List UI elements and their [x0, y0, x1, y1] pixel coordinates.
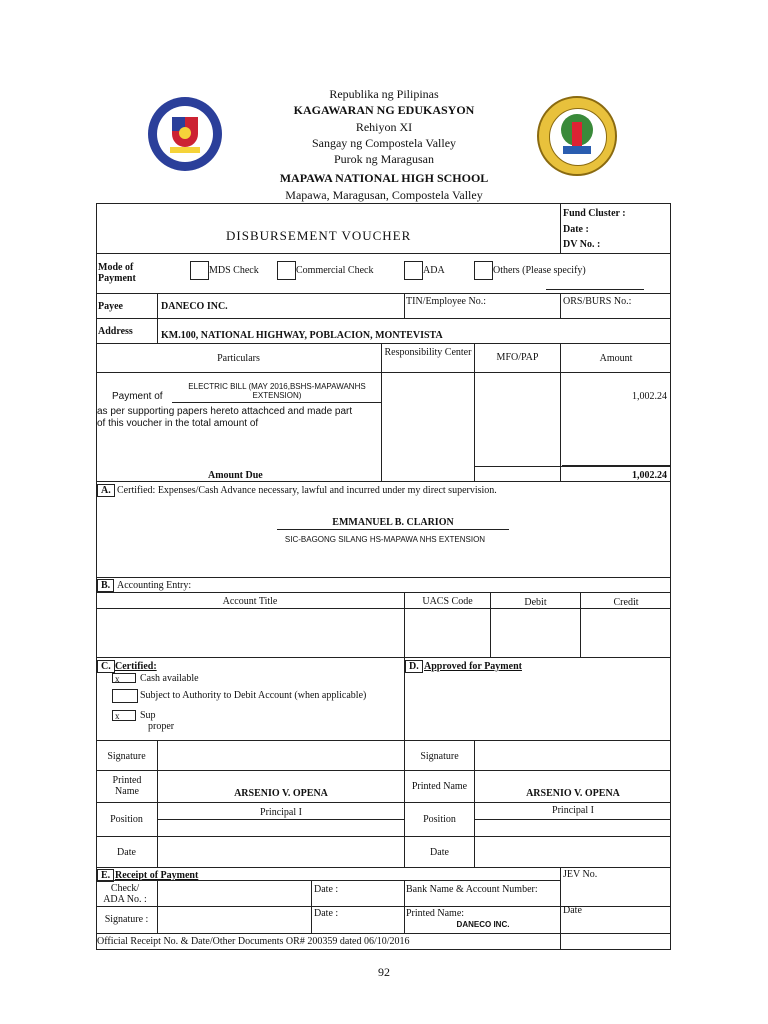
payment-of-label: Payment of: [112, 391, 163, 402]
credit-header: Credit: [613, 597, 639, 608]
department-line: KAGAWARAN NG EDUKASYON: [293, 103, 475, 117]
amount-value: 1,002.24: [632, 391, 667, 402]
section-a-letter: A.: [97, 484, 115, 497]
particulars-header: Particulars: [217, 353, 260, 364]
section-c-letter: C.: [97, 660, 115, 673]
voucher-title: DISBURSEMENT VOUCHER: [226, 228, 412, 243]
d-date-label: Date: [430, 847, 449, 858]
region-line: Rehiyon XI: [355, 120, 413, 134]
particulars-text-line1: as per supporting papers hereto attachced and made part: [97, 406, 353, 417]
particulars-item-line2: EXTENSION): [252, 391, 302, 400]
section-b-letter: B.: [97, 579, 114, 592]
section-a-signatory: EMMANUEL B. CLARION: [332, 517, 454, 528]
cash-available-label: Cash available: [140, 673, 199, 684]
amount-due-label: Amount Due: [208, 470, 263, 481]
dv-no-label: DV No. :: [563, 239, 601, 250]
mfo-pap-header: MFO/PAP: [496, 352, 539, 363]
check-ada-no-label: Check/ ADA No. :: [103, 883, 147, 905]
d-printed-name-label: Printed Name: [411, 781, 468, 792]
section-c-label: Certified:: [115, 661, 157, 672]
section-d-label: Approved for Payment: [424, 661, 522, 672]
fund-cluster-label: Fund Cluster :: [563, 208, 626, 219]
c-printed-name-label: Printed Name: [112, 775, 142, 797]
e-date-label: Date :: [314, 884, 339, 895]
d-signature-label: Signature: [420, 751, 459, 762]
section-e-label: Receipt of Payment: [115, 870, 199, 881]
payee-value: DANECO INC.: [161, 301, 228, 312]
c-date-label: Date: [117, 847, 136, 858]
payee-label: Payee: [98, 301, 123, 312]
ors-burs-label: ORS/BURS No.:: [563, 296, 632, 307]
debit-header: Debit: [524, 597, 547, 608]
mds-check-checkbox[interactable]: [190, 261, 209, 280]
official-receipt-text: Official Receipt No. & Date/Other Documents OR# 200359 dated 06/10/2016: [97, 936, 410, 947]
republic-line: Republika ng Pilipinas: [329, 87, 439, 101]
address-value: KM.100, NATIONAL HIGHWAY, POBLACION, MONTEVISTA: [161, 330, 443, 341]
uacs-code-header: UACS Code: [422, 596, 473, 607]
amount-due-value: 1,002.24: [632, 470, 667, 481]
date-label: Date :: [563, 224, 589, 235]
address-label: Address: [98, 326, 133, 337]
section-a-text: Certified: Expenses/Cash Advance necessary, lawful and incurred under my direct supervision.: [117, 485, 497, 496]
e-printed-name: DANECO INC.: [456, 920, 510, 929]
d-position-value: Principal I: [552, 805, 594, 816]
particulars-item-line1: ELECTRIC BILL (MAY 2016,BSHS-MAPAWANHS: [188, 382, 366, 391]
jev-no-label: JEV No.: [563, 869, 598, 880]
authority-debit-label: Subject to Authority to Debit Account (when applicable): [140, 690, 367, 701]
e-date3-label: Date: [563, 905, 582, 916]
responsibility-center-header: Responsibility Center: [384, 347, 472, 358]
amount-header: Amount: [599, 353, 633, 364]
e-date2-label: Date :: [314, 908, 339, 919]
section-e-letter: E.: [97, 869, 114, 882]
section-b-label: Accounting Entry:: [117, 580, 192, 591]
ada-checkbox[interactable]: [404, 261, 423, 280]
supporting-docs-checkbox[interactable]: x: [112, 710, 136, 721]
others-checkbox[interactable]: [474, 261, 493, 280]
c-position-value: Principal I: [260, 807, 302, 818]
tin-label: TIN/Employee No.:: [406, 296, 486, 307]
c-signature-label: Signature: [107, 751, 146, 762]
e-printed-name-label: Printed Name:: [406, 908, 465, 919]
district-line: Purok ng Maragusan: [334, 152, 434, 166]
section-a-designation: SIC-BAGONG SILANG HS-MAPAWA NHS EXTENSION: [284, 535, 486, 544]
account-title-header: Account Title: [222, 596, 278, 607]
e-signature-label: Signature :: [104, 914, 149, 925]
authority-debit-checkbox[interactable]: [112, 689, 138, 703]
page-number: 92: [378, 965, 390, 979]
c-position-label: Position: [110, 814, 143, 825]
school-name: MAPAWA NATIONAL HIGH SCHOOL: [279, 171, 489, 185]
particulars-text-line2: of this voucher in the total amount of: [97, 418, 259, 429]
section-d-letter: D.: [405, 660, 423, 673]
mode-of-payment-label: Mode of Payment: [98, 262, 136, 284]
commercial-check-label: Commercial Check: [296, 265, 374, 276]
ada-label: ADA: [423, 265, 445, 276]
d-printed-name: ARSENIO V. OPENA: [526, 788, 620, 799]
division-seal-logo: [537, 96, 617, 176]
mds-check-label: MDS Check: [209, 265, 259, 276]
supporting-docs-cont: proper: [148, 721, 175, 732]
d-position-label: Position: [423, 814, 456, 825]
supporting-docs-label: Sup: [140, 710, 156, 721]
cash-available-checkbox[interactable]: x: [112, 673, 136, 683]
c-printed-name: ARSENIO V. OPENA: [234, 788, 328, 799]
bank-account-label: Bank Name & Account Number:: [406, 884, 538, 895]
others-label: Others (Please specify): [493, 265, 586, 276]
deped-seal-logo: [148, 97, 222, 171]
division-line: Sangay ng Compostela Valley: [311, 136, 457, 150]
school-address: Mapawa, Maragusan, Compostela Valley: [285, 188, 483, 202]
commercial-check-checkbox[interactable]: [277, 261, 296, 280]
